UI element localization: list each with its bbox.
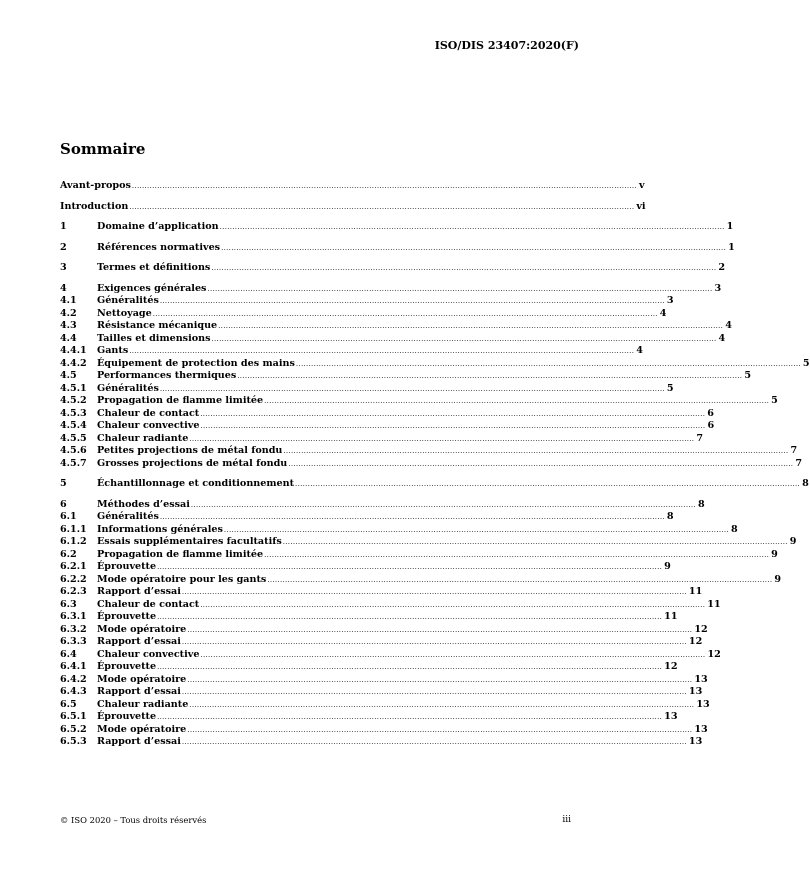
toc-entry-number: 1 [60, 221, 67, 232]
toc-dot-leader: ........................................................................................................................................................................................................ [159, 513, 665, 521]
toc-entry-number: 6.4.3 [60, 686, 87, 697]
toc-entry[interactable] [60, 382, 674, 396]
toc-dot-leader: ........................................................................................................................................................................................................ [295, 359, 801, 368]
toc-entry[interactable] [60, 548, 778, 562]
toc-entry-number: 6.3.3 [60, 636, 87, 647]
toc-entry[interactable] [60, 511, 674, 524]
toc-entry-title: Exigences générales [97, 282, 207, 294]
toc-entry-title: Chaleur radiante [97, 432, 189, 444]
toc-dot-leader: ........................................................................................................................................................................................................ [152, 309, 658, 318]
toc-dot-leader: ........................................................................................................................................................................................................ [200, 409, 706, 418]
toc-entry[interactable] [60, 457, 803, 471]
toc-entry-title: Échantillonnage et conditionnement [97, 478, 295, 489]
toc-dot-leader: ........................................................................................................................................................................................................ [131, 182, 637, 190]
toc-entry[interactable] [60, 686, 703, 699]
toc-entry[interactable] [60, 221, 734, 234]
toc-entry-title: Méthodes d’essai [97, 498, 190, 510]
toc-dot-leader: ........................................................................................................................................................................................................ [129, 347, 635, 355]
toc-entry-number: 4.3 [60, 320, 77, 331]
toc-entry[interactable] [60, 262, 726, 275]
toc-entry-number: 2 [60, 241, 67, 253]
toc-entry-page: 5 [802, 357, 810, 369]
toc-entry-number: 6.5.2 [60, 723, 87, 735]
toc-entry[interactable] [60, 698, 710, 712]
toc-dot-leader: ........................................................................................................................................................................................................ [295, 480, 801, 488]
toc-entry-title: Domaine d’application [97, 221, 219, 232]
toc-entry[interactable] [60, 420, 715, 433]
toc-entry-title: Résistance mécanique [97, 320, 218, 331]
toc-entry-title: Essais supplémentaires facultatifs [97, 536, 282, 547]
toc-entry-title: Performances thermiques [97, 370, 237, 381]
toc-entry-number: 4.5 [60, 370, 77, 381]
toc-dot-leader: ........................................................................................................................................................................................................ [190, 500, 696, 509]
toc-entry-title: Généralités [97, 511, 159, 522]
toc-entry-page: 4 [636, 345, 643, 356]
toc-entry-page: 5 [744, 370, 751, 381]
toc-entry-title: Mode opératoire pour les gants [97, 573, 267, 585]
toc-entry-number: 6.3 [60, 598, 77, 610]
toc-entry-title: Chaleur radiante [97, 698, 189, 710]
toc-entry-title: Éprouvette [97, 561, 157, 572]
toc-dot-leader: ........................................................................................................................................................................................................ [157, 713, 663, 721]
toc-entry-page: 13 [694, 673, 708, 685]
toc-entry-number: 6.1 [60, 511, 77, 522]
toc-entry-title: Gants [97, 345, 129, 356]
toc-entry-title: Généralités [97, 295, 159, 306]
toc-entry-title: Mode opératoire [97, 623, 187, 635]
document-reference: ISO/DIS 23407:2020(F) [434, 39, 579, 52]
toc-entry-page: 7 [696, 432, 704, 444]
toc-dot-leader: ........................................................................................................................................................................................................ [264, 550, 770, 559]
toc-entry[interactable] [60, 736, 703, 749]
toc-dot-leader: ........................................................................................................................................................................................................ [187, 725, 693, 734]
toc-entry[interactable] [60, 241, 735, 255]
toc-entry[interactable] [60, 536, 797, 549]
toc-entry[interactable] [60, 598, 721, 612]
toc-entry-title: Introduction [60, 200, 129, 212]
toc-entry-page: 12 [707, 648, 721, 660]
toc-entry[interactable] [60, 611, 678, 624]
toc-entry-number: 4.5.4 [60, 420, 87, 431]
toc-dot-leader: ........................................................................................................................................................................................................ [283, 447, 789, 455]
toc-dot-leader: ........................................................................................................................................................................................................ [187, 625, 693, 634]
toc-dot-leader: ........................................................................................................................................................................................................ [200, 422, 706, 430]
toc-dot-leader: ........................................................................................................................................................................................................ [157, 613, 663, 621]
toc-entry-title: Chaleur de contact [97, 598, 200, 610]
toc-entry-number: 4.4.1 [60, 345, 87, 356]
toc-entry-title: Rapport d’essai [97, 636, 181, 647]
toc-entry-title: Éprouvette [97, 711, 157, 722]
toc-entry-number: 6.5 [60, 698, 77, 710]
toc-entry-number: 6.1.1 [60, 523, 87, 535]
toc-dot-leader: ........................................................................................................................................................................................................ [187, 675, 693, 684]
table-of-contents [60, 180, 810, 749]
toc-entry-page: 11 [707, 598, 721, 610]
toc-entry-title: Informations générales [97, 523, 223, 535]
toc-entry[interactable] [60, 332, 726, 346]
toc-dot-leader: ........................................................................................................................................................................................................ [200, 600, 706, 609]
toc-dot-leader: ........................................................................................................................................................................................................ [181, 588, 687, 596]
toc-entry-page: 12 [694, 623, 708, 635]
toc-entry[interactable] [60, 180, 645, 193]
toc-entry[interactable] [60, 648, 721, 662]
toc-entry-page: v [638, 180, 645, 191]
toc-entry-page: 3 [666, 295, 674, 306]
toc-entry-title: Rapport d’essai [97, 736, 181, 747]
toc-entry-page: 6 [707, 407, 714, 419]
toc-entry-number: 4.5.2 [60, 395, 87, 406]
toc-entry[interactable] [60, 478, 809, 491]
toc-entry-title: Généralités [97, 382, 159, 394]
toc-entry-page: 3 [714, 282, 722, 294]
toc-entry[interactable] [60, 586, 703, 599]
toc-entry[interactable] [60, 320, 732, 333]
toc-entry[interactable] [60, 395, 778, 408]
toc-entry-page: 13 [694, 723, 708, 735]
toc-entry-title: Chaleur convective [97, 648, 200, 660]
toc-entry-page: 8 [730, 523, 738, 535]
toc-entry-number: 6.5.3 [60, 736, 87, 747]
toc-entry[interactable] [60, 661, 678, 674]
toc-entry-title: Petites projections de métal fondu [97, 445, 283, 456]
toc-entry-page: 7 [790, 445, 798, 456]
toc-dot-leader: ........................................................................................................................................................................................................ [237, 372, 743, 380]
toc-entry-number: 4.5.6 [60, 445, 87, 456]
toc-entry-page: 12 [664, 661, 678, 672]
page-title: Sommaire [60, 140, 146, 158]
toc-entry-title: Grosses projections de métal fondu [97, 457, 288, 469]
toc-entry-number: 4.4.2 [60, 357, 87, 369]
toc-entry-number: 6.2.2 [60, 573, 87, 585]
toc-entry-number: 6.4.2 [60, 673, 87, 685]
toc-entry-title: Propagation de flamme limitée [97, 548, 264, 560]
toc-entry-page: 9 [789, 536, 797, 547]
toc-entry-page: 9 [664, 561, 671, 572]
toc-entry-page: 11 [688, 586, 703, 597]
toc-entry-page: 11 [664, 611, 678, 622]
toc-dot-leader: ........................................................................................................................................................................................................ [157, 563, 663, 571]
toc-entry-number: 6.2.1 [60, 561, 87, 572]
toc-dot-leader: ........................................................................................................................................................................................................ [288, 459, 794, 468]
toc-entry-page: 13 [664, 711, 678, 722]
toc-dot-leader: ........................................................................................................................................................................................................ [211, 334, 717, 343]
toc-entry-page: 4 [718, 332, 726, 344]
toc-entry-number: 4.5.1 [60, 382, 87, 394]
toc-entry-number: 6.3.1 [60, 611, 87, 622]
toc-entry-number: 6.4.1 [60, 661, 87, 672]
toc-dot-leader: ........................................................................................................................................................................................................ [264, 397, 770, 405]
toc-entry-number: 4 [60, 282, 67, 294]
toc-entry[interactable] [60, 723, 708, 737]
toc-entry[interactable] [60, 573, 782, 587]
toc-entry[interactable] [60, 282, 722, 296]
toc-entry[interactable] [60, 673, 708, 687]
toc-entry[interactable] [60, 523, 738, 537]
toc-entry-page: 12 [688, 636, 703, 647]
toc-entry-page: 2 [718, 262, 726, 273]
toc-dot-leader: ........................................................................................................................................................................................................ [159, 297, 665, 305]
toc-entry-number: 4.4 [60, 332, 77, 344]
toc-entry-page: 1 [728, 241, 735, 253]
toc-entry-page: 6 [707, 420, 715, 431]
toc-entry-title: Nettoyage [97, 307, 152, 319]
toc-entry-page: 13 [696, 698, 710, 710]
toc-entry[interactable] [60, 711, 678, 724]
toc-dot-leader: ........................................................................................................................................................................................................ [211, 264, 717, 272]
toc-entry-page: vi [636, 200, 646, 212]
toc-entry-page: 7 [795, 457, 803, 469]
toc-entry[interactable] [60, 445, 798, 458]
toc-dot-leader: ........................................................................................................................................................................................................ [282, 538, 788, 546]
toc-entry-page: 8 [697, 498, 705, 510]
toc-dot-leader: ........................................................................................................................................................................................................ [200, 650, 706, 659]
toc-entry-page: 9 [774, 573, 782, 585]
toc-entry[interactable] [60, 345, 643, 358]
toc-entry-number: 5 [60, 478, 67, 489]
toc-entry[interactable] [60, 636, 703, 649]
toc-dot-leader: ........................................................................................................................................................................................................ [218, 322, 724, 330]
toc-entry[interactable] [60, 200, 646, 214]
toc-entry-title: Chaleur de contact [97, 407, 200, 419]
toc-entry-page: 13 [688, 736, 703, 747]
toc-entry-number: 6.3.2 [60, 623, 87, 635]
toc-entry-title: Rapport d’essai [97, 586, 181, 597]
toc-entry-title: Chaleur convective [97, 420, 200, 431]
toc-dot-leader: ........................................................................................................................................................................................................ [159, 384, 665, 393]
toc-entry-number: 4.2 [60, 307, 77, 319]
toc-entry[interactable] [60, 295, 674, 308]
toc-entry-page: 9 [771, 548, 778, 560]
toc-entry-number: 3 [60, 262, 67, 273]
toc-entry[interactable] [60, 370, 751, 383]
toc-entry-title: Termes et définitions [97, 262, 211, 273]
toc-entry-number: 6.4 [60, 648, 77, 660]
toc-entry-number: 4.1 [60, 295, 77, 306]
toc-entry-number: 6.2.3 [60, 586, 87, 597]
toc-entry[interactable] [60, 357, 810, 371]
toc-entry[interactable] [60, 307, 667, 321]
toc-dot-leader: ........................................................................................................................................................................................................ [207, 284, 713, 293]
toc-entry[interactable] [60, 407, 714, 421]
toc-dot-leader: ........................................................................................................................................................................................................ [267, 575, 773, 584]
toc-dot-leader: ........................................................................................................................................................................................................ [219, 223, 725, 231]
toc-dot-leader: ........................................................................................................................................................................................................ [181, 638, 687, 646]
toc-entry-page: 4 [725, 320, 732, 331]
toc-dot-leader: ........................................................................................................................................................................................................ [221, 243, 727, 252]
toc-entry-number: 4.5.3 [60, 407, 87, 419]
toc-entry-number: 6.1.2 [60, 536, 87, 547]
toc-dot-leader: ........................................................................................................................................................................................................ [157, 663, 663, 671]
toc-entry-page: 5 [666, 382, 674, 394]
toc-entry-page: 4 [659, 307, 667, 319]
toc-entry[interactable] [60, 498, 705, 512]
toc-dot-leader: ........................................................................................................................................................................................................ [181, 738, 687, 746]
footer-page-number: iii [562, 815, 571, 825]
toc-entry-title: Équipement de protection des mains [97, 357, 295, 369]
toc-dot-leader: ........................................................................................................................................................................................................ [189, 434, 695, 443]
toc-entry-number: 4.5.7 [60, 457, 87, 469]
toc-dot-leader: ........................................................................................................................................................................................................ [189, 700, 695, 709]
toc-entry-page: 13 [688, 686, 703, 697]
toc-dot-leader: ........................................................................................................................................................................................................ [129, 202, 635, 211]
toc-entry-title: Références normatives [97, 241, 221, 253]
toc-entry-title: Mode opératoire [97, 723, 187, 735]
toc-entry-number: 6 [60, 498, 67, 510]
toc-entry-number: 6.5.1 [60, 711, 87, 722]
toc-dot-leader: ........................................................................................................................................................................................................ [223, 525, 729, 534]
toc-entry-number: 6.2 [60, 548, 77, 560]
toc-entry[interactable] [60, 623, 708, 637]
toc-entry-title: Éprouvette [97, 661, 157, 672]
toc-entry-page: 1 [726, 221, 734, 232]
toc-entry-page: 8 [802, 478, 809, 489]
toc-entry-page: 8 [666, 511, 674, 522]
toc-entry-title: Avant-propos [60, 180, 131, 191]
footer-copyright: © ISO 2020 – Tous droits réservés [60, 815, 207, 825]
toc-entry-title: Éprouvette [97, 611, 157, 622]
toc-entry[interactable] [60, 561, 671, 574]
toc-entry-title: Rapport d’essai [97, 686, 181, 697]
toc-entry-title: Propagation de flamme limitée [97, 395, 264, 406]
toc-entry-page: 5 [771, 395, 778, 406]
toc-dot-leader: ........................................................................................................................................................................................................ [181, 688, 687, 696]
toc-entry-number: 4.5.5 [60, 432, 87, 444]
toc-entry-title: Tailles et dimensions [97, 332, 211, 344]
toc-entry[interactable] [60, 432, 704, 446]
toc-entry-title: Mode opératoire [97, 673, 187, 685]
